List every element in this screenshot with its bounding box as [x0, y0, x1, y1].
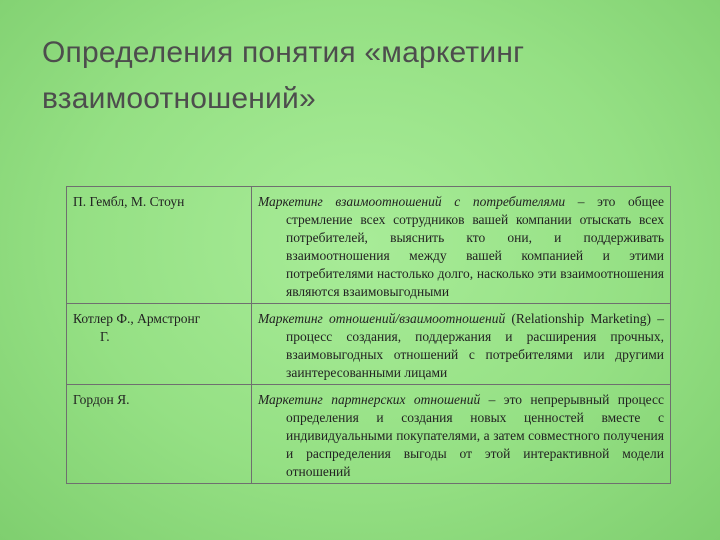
author-name: П. Гембл, М. Стоун	[73, 194, 185, 209]
definition-cell	[252, 304, 671, 385]
author-name-continued: Г.	[100, 329, 110, 344]
table-row	[67, 187, 671, 304]
author-cell	[67, 385, 252, 484]
author-cell	[67, 304, 252, 385]
definition-text: – это непрерывный процесс определения и создания новых ценностей вместе с индивидуальными покупателями, а затем совместного получения и распределения выгоды от этой интерактивной модели отношений	[286, 392, 664, 479]
author-cell	[67, 187, 252, 304]
slide-title	[42, 30, 682, 122]
slide-title-line-1: Определения понятия «маркетинг	[42, 36, 525, 69]
definition-cell	[252, 187, 671, 304]
definition-text: (Relationship Marketing) – процесс создания, поддержания и расширения прочных, взаимовыгодных отношений с потребителями или другими заинтересованными лицами	[286, 311, 664, 380]
definition-term: Маркетинг партнерских отношений	[258, 392, 481, 407]
author-name: Котлер Ф., Армстронг	[73, 311, 201, 326]
author-name: Гордон Я.	[73, 392, 130, 407]
definition-cell	[252, 385, 671, 484]
definition-term: Маркетинг взаимоотношений с потребителями	[258, 194, 566, 209]
definition-term: Маркетинг отношений/взаимоотношений	[258, 311, 506, 326]
table-row	[67, 304, 671, 385]
slide-title-line-2: взаимоотношений»	[42, 82, 316, 115]
definitions-table	[66, 186, 671, 484]
definition-text: – это общее стремление всех сотрудников вашей компании отыскать всех потребителей, выяснить кто они, и поддерживать взаимоотношения между вашей компанией и этими потребителями настолько долго, насколько эти взаимоотношения являются взаимовыгодными	[286, 194, 664, 299]
table-row	[67, 385, 671, 484]
